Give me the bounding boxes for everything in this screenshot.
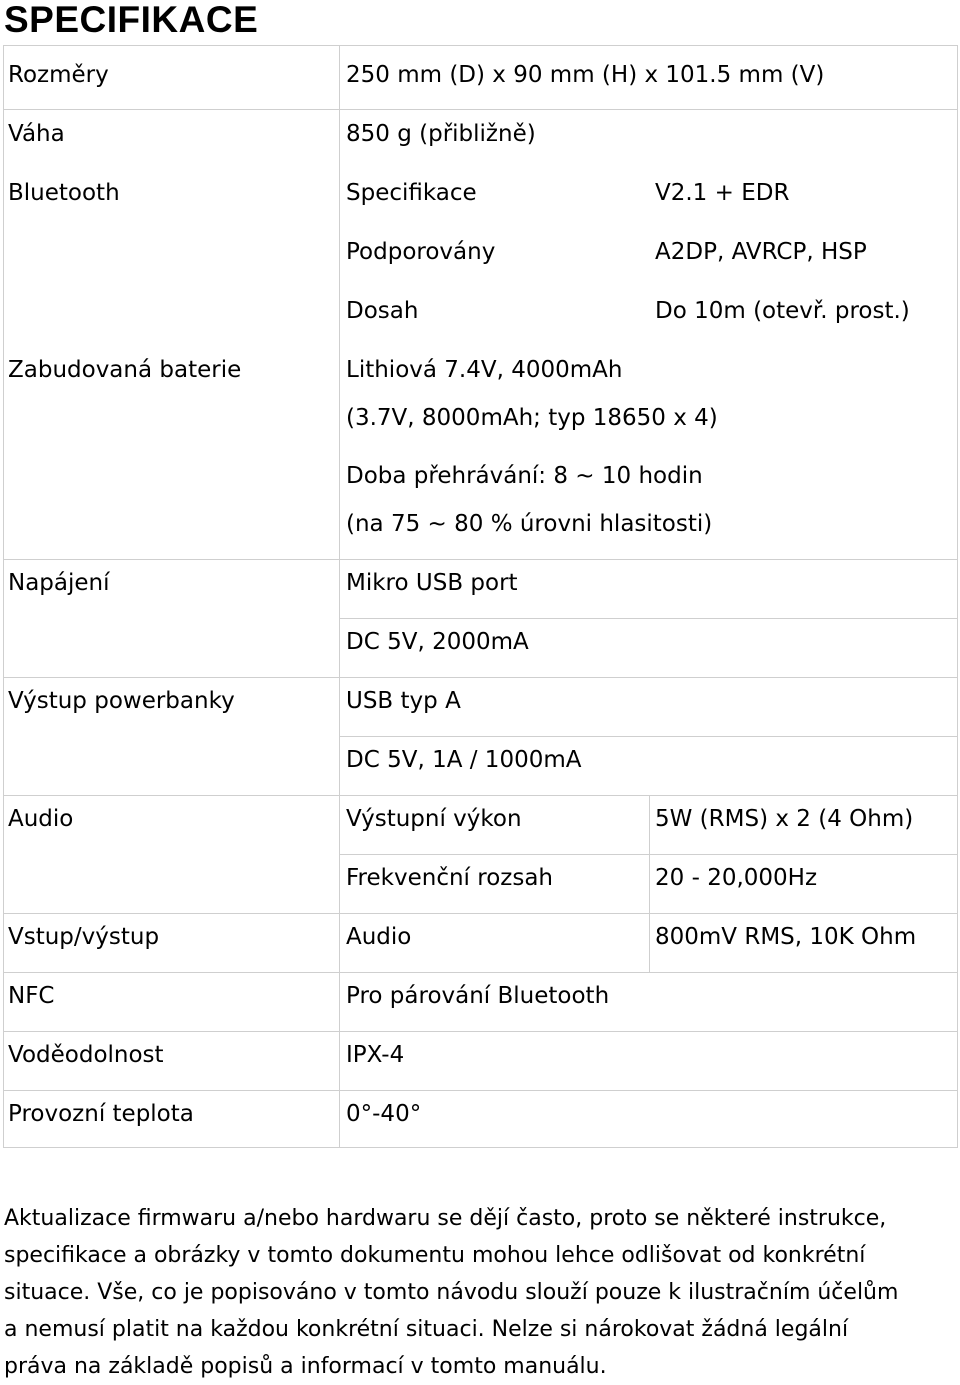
bluetooth-supported-value: A2DP, AVRCP, HSP [655,239,867,265]
page-title: SPECIFIKACE [4,0,259,40]
disclaimer-line: práva na základě popisů a informací v tomto manuálu. [4,1354,607,1379]
nfc-label: NFC [8,983,55,1009]
disclaimer-line: specifikace a obrázky v tomto dokumentu mohou lehce odlišovat od konkrétní [4,1243,866,1268]
row-divider [4,972,957,973]
dimensions-value: 250 mm (D) x 90 mm (H) x 101.5 mm (V) [346,62,825,88]
audio-output-label: Výstupní výkon [346,806,522,832]
nfc-value: Pro párování Bluetooth [346,983,610,1009]
disclaimer-line: situace. Vše, co je popisováno v tomto návodu slouží pouze k ilustračním účelům [4,1280,899,1305]
row-divider [4,795,957,796]
battery-line-4: (na 75 ~ 80 % úrovni hlasitosti) [346,511,713,537]
row-divider [4,1090,957,1091]
row-divider [339,736,957,737]
bluetooth-spec-value: V2.1 + EDR [655,180,790,206]
audio-freq-label: Frekvenční rozsah [346,865,553,891]
battery-line-3: Doba přehrávání: 8 ~ 10 hodin [346,463,703,489]
power-line-2: DC 5V, 2000mA [346,629,529,655]
audio-output-value: 5W (RMS) x 2 (4 Ohm) [655,806,914,832]
bluetooth-range-value: Do 10m (otevř. prost.) [655,298,910,324]
battery-label: Zabudovaná baterie [8,357,242,383]
waterproof-label: Voděodolnost [8,1042,164,1068]
powerbank-line-1: USB typ A [346,688,461,714]
powerbank-line-2: DC 5V, 1A / 1000mA [346,747,582,773]
powerbank-label: Výstup powerbanky [8,688,235,714]
waterproof-value: IPX-4 [346,1042,405,1068]
disclaimer [4,1200,956,1385]
row-divider [4,913,957,914]
weight-label: Váha [8,121,65,147]
bluetooth-range-label: Dosah [346,298,419,324]
temperature-value: 0°-40° [346,1101,422,1127]
row-divider [339,854,957,855]
io-sub-label: Audio [346,924,412,950]
row-divider [4,1031,957,1032]
row-divider [4,559,957,560]
disclaimer-line: Aktualizace firmwaru a/nebo hardwaru se dějí často, proto se některé instrukce, [4,1206,887,1231]
bluetooth-label: Bluetooth [8,180,120,206]
disclaimer-line: a nemusí platit na každou konkrétní situaci. Nelze si nárokovat žádná legální [4,1317,849,1342]
row-divider [4,677,957,678]
temperature-label: Provozní teplota [8,1101,194,1127]
subcolumn-divider [649,795,650,972]
column-divider [339,46,340,1147]
battery-line-1: Lithiová 7.4V, 4000mAh [346,357,623,383]
io-label: Vstup/výstup [8,924,160,950]
weight-value: 850 g (přibližně) [346,121,536,147]
bluetooth-supported-label: Podporovány [346,239,496,265]
dimensions-label: Rozměry [8,62,109,88]
audio-label: Audio [8,806,74,832]
row-divider [4,109,957,110]
power-label: Napájení [8,570,110,596]
row-divider [339,618,957,619]
audio-freq-value: 20 - 20,000Hz [655,865,818,891]
bluetooth-spec-label: Specifikace [346,180,477,206]
io-value: 800mV RMS, 10K Ohm [655,924,917,950]
power-line-1: Mikro USB port [346,570,518,596]
battery-line-2: (3.7V, 8000mAh; typ 18650 x 4) [346,405,718,431]
